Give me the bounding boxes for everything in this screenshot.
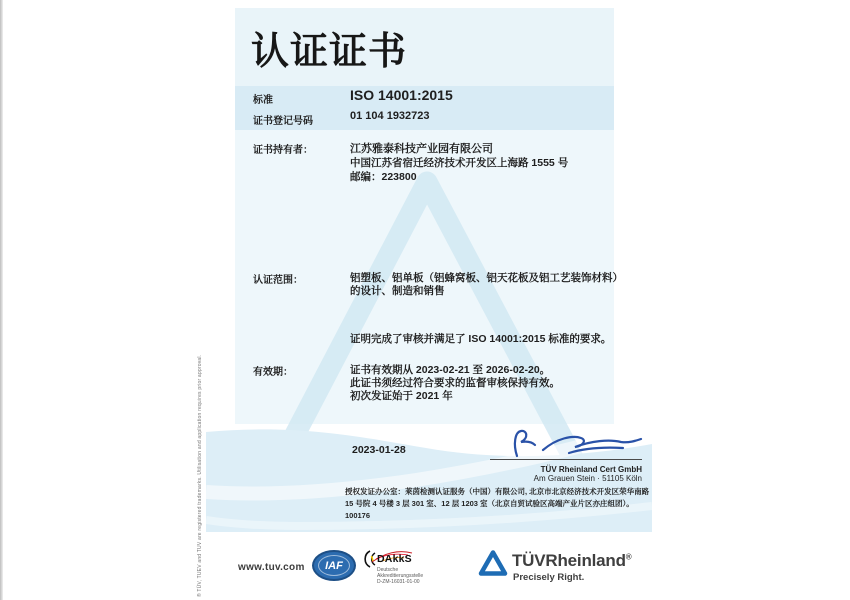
dakks-logo: [362, 546, 442, 596]
signature-handwriting: [505, 426, 645, 462]
certificate-title: 认证证书: [251, 31, 408, 73]
office-line: 授权发证办公室：莱茵检测认证服务（中国）有限公司, 北京市北京经济技术开发区荣华南路: [345, 487, 650, 496]
validity-label: 有效期：: [253, 367, 293, 378]
holder-name: 江苏雅泰科技产业园有限公司: [350, 143, 493, 155]
holder-address: 中国江苏省宿迁经济技术开发区上海路 1555 号: [350, 157, 569, 169]
issue-date: 2023-01-28: [352, 444, 406, 456]
scope-line: 铝塑板、铝单板（铝蜂窝板、铝天花板及铝工艺装饰材料）: [350, 272, 623, 284]
tuv-rheinland-wordmark: TÜVRheinland®: [512, 551, 632, 570]
holder-label: 证书持有者：: [253, 145, 313, 156]
registration-value: 01 104 1932723: [350, 110, 430, 122]
scope-line: 的设计、制造和销售: [350, 285, 445, 297]
tuv-website-url: www.tuv.com: [238, 562, 305, 573]
issuer-block: [440, 465, 642, 483]
scope-label: 认证范围：: [253, 275, 303, 286]
dakks-logo-label: DAkkS: [377, 553, 412, 565]
registration-label: 证书登记号码: [253, 116, 313, 127]
validity-line: 证书有效期从 2023-02-21 至 2026-02-20。: [350, 364, 551, 376]
registered-mark: ®: [625, 552, 632, 562]
office-code: 100176: [345, 511, 371, 520]
standard-label: 标准: [253, 95, 273, 106]
audit-statement: 证明完成了审核并满足了 ISO 14001:2015 标准的要求。: [350, 333, 612, 345]
tuv-rheinland-triangle-icon: [478, 549, 508, 577]
standard-value: ISO 14001:2015: [350, 87, 453, 103]
issuer-address: Am Grauen Stein · 51105 Köln: [533, 474, 642, 483]
office-line: 15 号院 4 号楼 3 层 301 室、12 层 1203 室（北京自贸试验区高端产业片区亦庄组团）。: [345, 499, 634, 508]
validity-line: 初次发证始于 2021 年: [350, 390, 453, 402]
trademark-disclaimer: ® TÜV, TUEV and TUV are registered trademarks. Utilisation and application requires prior approval.: [197, 354, 203, 597]
holder-postcode: 邮编：223800: [350, 171, 417, 183]
validity-line: 此证书须经过符合要求的监督审核保持有效。: [350, 377, 560, 389]
authorized-office-note: [345, 486, 649, 522]
scan-edge: [0, 0, 3, 600]
tuv-tagline: Precisely Right.: [513, 572, 585, 583]
issuer-name: TÜV Rheinland Cert GmbH: [540, 465, 642, 474]
iaf-logo: [312, 550, 356, 581]
iaf-logo-label: IAF: [325, 559, 343, 572]
signature-line: [490, 459, 642, 460]
dakks-subtext: Deutsche Akkreditierungsstelle D-ZM-16031-01-00: [377, 567, 424, 585]
